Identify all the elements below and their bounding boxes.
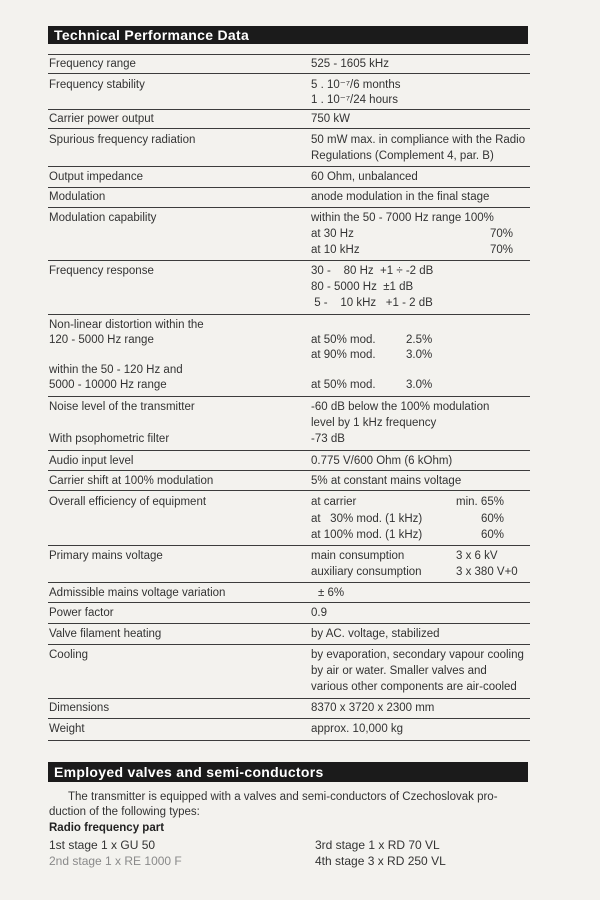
table-rule bbox=[48, 740, 530, 741]
row-value: 0.9 bbox=[311, 607, 327, 619]
row-value: at 100% mod. (1 kHz) bbox=[311, 529, 423, 541]
section2-title: Employed valves and semi-conductors bbox=[48, 762, 528, 782]
row-value: 525 - 1605 kHz bbox=[311, 58, 389, 70]
row-value: at 30% mod. (1 kHz) bbox=[311, 513, 423, 525]
table-rule bbox=[48, 545, 530, 546]
table-rule bbox=[48, 314, 530, 315]
intro-line-1: The transmitter is equipped with a valves and semi-conductors of Czechoslovak pro- bbox=[68, 791, 498, 803]
table-rule bbox=[48, 54, 530, 55]
row-number: 3.0% bbox=[406, 349, 433, 361]
row-number: 2.5% bbox=[406, 334, 433, 346]
valve-item: 2nd stage 1 x RE 1000 F bbox=[49, 854, 182, 868]
row-value: at 10 kHz bbox=[311, 244, 360, 256]
row-value: 5 . 10⁻⁷/6 months bbox=[311, 79, 401, 91]
row-value: ± 6% bbox=[318, 587, 345, 599]
table-rule bbox=[48, 644, 530, 645]
row-value: at 90% mod. bbox=[311, 349, 376, 361]
row-number: 3 x 380 V+0 bbox=[456, 566, 518, 578]
row-value: 5 - 10 kHz +1 - 2 dB bbox=[311, 297, 433, 309]
table-rule bbox=[48, 396, 530, 397]
row-label: Non-linear distortion within the bbox=[49, 319, 204, 331]
row-label: Overall efficiency of equipment bbox=[49, 496, 207, 508]
row-label: Primary mains voltage bbox=[49, 550, 163, 562]
row-label: Spurious frequency radiation bbox=[49, 134, 196, 146]
row-number: min. 65% bbox=[456, 496, 504, 508]
row-value: -73 dB bbox=[311, 433, 345, 445]
row-value: 80 - 5000 Hz ±1 dB bbox=[311, 281, 414, 293]
intro-line-2: duction of the following types: bbox=[49, 806, 200, 818]
row-label: Power factor bbox=[49, 607, 114, 619]
row-value: at carrier bbox=[311, 496, 357, 508]
row-value: by air or water. Smaller valves and bbox=[311, 665, 487, 677]
row-value: within the 50 - 7000 Hz range 100% bbox=[311, 212, 494, 224]
row-label: Frequency response bbox=[49, 265, 154, 277]
row-value: at 30 Hz bbox=[311, 228, 354, 240]
table-rule bbox=[48, 166, 530, 167]
row-value: anode modulation in the final stage bbox=[311, 191, 490, 203]
row-label: Modulation bbox=[49, 191, 106, 203]
row-label: Frequency stability bbox=[49, 79, 145, 91]
row-value: -60 dB below the 100% modulation bbox=[311, 401, 490, 413]
table-rule bbox=[48, 450, 530, 451]
row-value: auxiliary consumption bbox=[311, 566, 422, 578]
row-label: Cooling bbox=[49, 649, 88, 661]
section-title: Technical Performance Data bbox=[48, 26, 528, 44]
row-label: With psophometric filter bbox=[49, 433, 170, 445]
table-rule bbox=[48, 128, 530, 129]
valve-item: 4th stage 3 x RD 250 VL bbox=[315, 854, 446, 868]
row-value: 8370 x 3720 x 2300 mm bbox=[311, 702, 435, 714]
subhead-radio-frequency: Radio frequency part bbox=[49, 822, 165, 834]
table-rule bbox=[48, 470, 530, 471]
table-rule bbox=[48, 582, 530, 583]
table-rule bbox=[48, 623, 530, 624]
row-label: Weight bbox=[49, 723, 85, 735]
row-value: 60 Ohm, unbalanced bbox=[311, 171, 418, 183]
row-label: Noise level of the transmitter bbox=[49, 401, 195, 413]
row-value: various other components are air-cooled bbox=[311, 681, 517, 693]
row-value: at 50% mod. bbox=[311, 334, 376, 346]
row-number: 70% bbox=[490, 228, 514, 240]
row-number: 60% bbox=[481, 513, 505, 525]
table-rule bbox=[48, 490, 530, 491]
row-label: Admissible mains voltage variation bbox=[49, 587, 226, 599]
row-label: Dimensions bbox=[49, 702, 110, 714]
valve-item: 3rd stage 1 x RD 70 VL bbox=[315, 838, 440, 852]
row-label: Carrier shift at 100% modulation bbox=[49, 475, 214, 487]
row-label: Valve filament heating bbox=[49, 628, 162, 640]
table-rule bbox=[48, 73, 530, 74]
row-value: by AC. voltage, stabilized bbox=[311, 628, 440, 640]
row-value: main consumption bbox=[311, 550, 405, 562]
row-label: Carrier power output bbox=[49, 113, 154, 125]
row-value: at 50% mod. bbox=[311, 379, 376, 391]
row-label: Frequency range bbox=[49, 58, 136, 70]
row-number: 3.0% bbox=[406, 379, 433, 391]
row-value: 5% at constant mains voltage bbox=[311, 475, 462, 487]
row-value: 0.775 V/600 Ohm (6 kOhm) bbox=[311, 455, 453, 467]
table-rule bbox=[48, 260, 530, 261]
row-value: by evaporation, secondary vapour cooling bbox=[311, 649, 524, 661]
row-value: 30 - 80 Hz +1 ÷ -2 dB bbox=[311, 265, 434, 277]
row-number: 3 x 6 kV bbox=[456, 550, 498, 562]
table-rule bbox=[48, 602, 530, 603]
row-value: 50 mW max. in compliance with the Radio bbox=[311, 134, 526, 146]
row-value: approx. 10,000 kg bbox=[311, 723, 404, 735]
row-value: 1 . 10⁻⁷/24 hours bbox=[311, 94, 398, 106]
table-rule bbox=[48, 698, 530, 699]
valve-item: 1st stage 1 x GU 50 bbox=[49, 838, 156, 852]
table-rule bbox=[48, 109, 530, 110]
row-label: 120 - 5000 Hz range bbox=[49, 334, 154, 346]
row-label: Modulation capability bbox=[49, 212, 157, 224]
row-label: Output impedance bbox=[49, 171, 143, 183]
row-value: level by 1 kHz frequency bbox=[311, 417, 437, 429]
row-number: 70% bbox=[490, 244, 514, 256]
row-label: within the 50 - 120 Hz and bbox=[49, 364, 183, 376]
table-rule bbox=[48, 207, 530, 208]
table-rule bbox=[48, 187, 530, 188]
row-value: Regulations (Complement 4, par. B) bbox=[311, 150, 494, 162]
row-value: 750 kW bbox=[311, 113, 350, 125]
table-rule bbox=[48, 718, 530, 719]
row-label: 5000 - 10000 Hz range bbox=[49, 379, 167, 391]
row-number: 60% bbox=[481, 529, 505, 541]
row-label: Audio input level bbox=[49, 455, 134, 467]
